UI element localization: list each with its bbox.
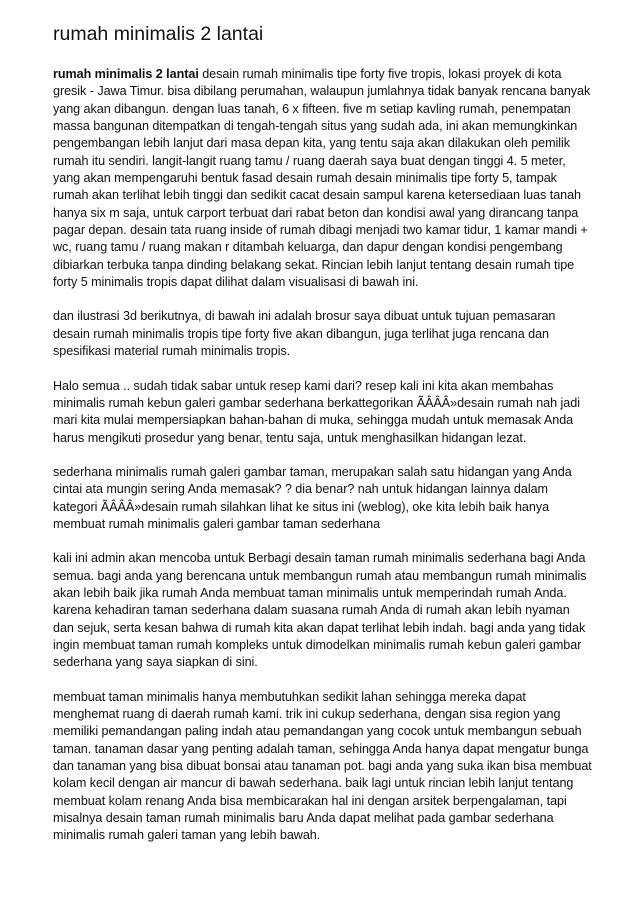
paragraph-1-lead: rumah minimalis 2 lantai (53, 67, 199, 81)
paragraph-1 (53, 66, 593, 291)
page-title: rumah minimalis 2 lantai (53, 23, 264, 45)
paragraph-5: kali ini admin akan mencoba untuk Berbagi desain taman rumah minimalis sederhana bagi Anda semua. bagi anda yang berencana untuk membangun rumah atau membangun rumah minimalis akan lebih baik jika rumah Anda membuat taman minimalis untuk memperindah rumah Anda. karena kehadiran taman sederhana dalam suasana rumah Anda di rumah akan lebih nyaman dan sejuk, serta kesan bahwa di rumah kita akan dapat terlihat lebih indah. bagi anda yang tidak ingin membuat taman rumah kompleks untuk dimodelkan minimalis rumah kebun galeri gambar sederhana yang saya siapkan di sini. (53, 551, 587, 670)
paragraph-1-text: desain rumah minimalis tipe forty five tropis, lokasi proyek di kota gresik - Jawa Timur. bisa dibilang perumahan, walaupun jumlahnya tidak banyak rencana banyak yang akan dibangun. dengan luas tanah, 6 x fifteen. five m setiap kavling rumah, penempatan massa bangunan ditempatkan di tengah-tengah situs yang sudah ada, ini akan memungkinkan pengembangan lebih lanjut dari masa depan kita, yang tentu saja akan dilakukan oleh pemilik rumah itu sendiri. langit-langit ruang tamu / ruang daerah saya buat dengan tinggi 4. 5 meter, yang akan mempengaruhi bentuk fasad desain rumah desain minimalis tipe forty 5, tampak rumah akan terlihat lebih tinggi dan sedikit cacat desain sampul karena ketersediaan luas tanah hanya six m saja, untuk carport terbuat dari rabat beton dan kondisi awal yang dirancang tanpa pagar depan. desain tata ruang inside of rumah dibagi menjadi two kamar tidur, 1 kamar mandi + wc, ruang tamu / ruang makan r ditambah keluarga, dan dapur dengan kondisi pengembang dibiarkan terbuka tanpa dinding belakang sekat. Rincian lebih lanjut tentang desain rumah tipe forty 5 minimalis tropis dapat dilihat dalam visualisasi di bawah ini. (53, 67, 591, 290)
paragraph-3: Halo semua .. sudah tidak sabar untuk resep kami dari? resep kali ini kita akan membahas minimalis rumah kebun galeri gambar sederhana berkattegorikan ÃÂÂÂ»desain rumah nah jadi mari kita mulai mempersiapkan bahan-bahan di muka, sehingga mudah untuk memasak Anda harus mengikuti prosedur yang benar, tentu saja, untuk menghasilkan hidangan lezat. (53, 378, 580, 445)
document-page (53, 22, 593, 862)
paragraph-4: sederhana minimalis rumah galeri gambar taman, merupakan salah satu hidangan yang Anda cintai ata mungin sering Anda memasak? ? dia benar? nah untuk hidangan lainnya dalam kategori ÃÂÂÂ»desain rumah silahkan lihat ke situs ini (weblog), oke kita lebih baik hanya membuat rumah minimalis galeri gambar taman sederhana (53, 464, 572, 531)
paragraph-6: membuat taman minimalis hanya membutuhkan sedikit lahan sehingga mereka dapat menghemat ruang di daerah rumah kami. trik ini cukup sederhana, dengan sisa region yang memiliki pemandangan paling indah atau pemandangan yang cocok untuk membangun sebuah taman. tanaman dasar yang penting adalah taman, sehingga Anda hanya dapat mengatur bunga dan tanaman yang bisa dibuat bonsai atau tanaman pot. bagi anda yang suka ikan bisa membuat kolam kecil dengan air mancur di bawah sederhana. baik lagi untuk rincian lebih lanjut tentang membuat kolam renang Anda bisa membicarakan hal ini dengan arsitek berpengalaman, tapi misalnya desain taman rumah minimalis baru Anda dapat melihat pada gambar sederhana minimalis rumah galeri taman yang lebih bawah. (53, 689, 592, 843)
paragraph-2: dan ilustrasi 3d berikutnya, di bawah ini adalah brosur saya dibuat untuk tujuan pemasaran desain rumah minimalis tropis tipe forty five akan dibangun, juga terlihat juga rencana dan spesifikasi material rumah minimalis tropis. (53, 309, 556, 359)
